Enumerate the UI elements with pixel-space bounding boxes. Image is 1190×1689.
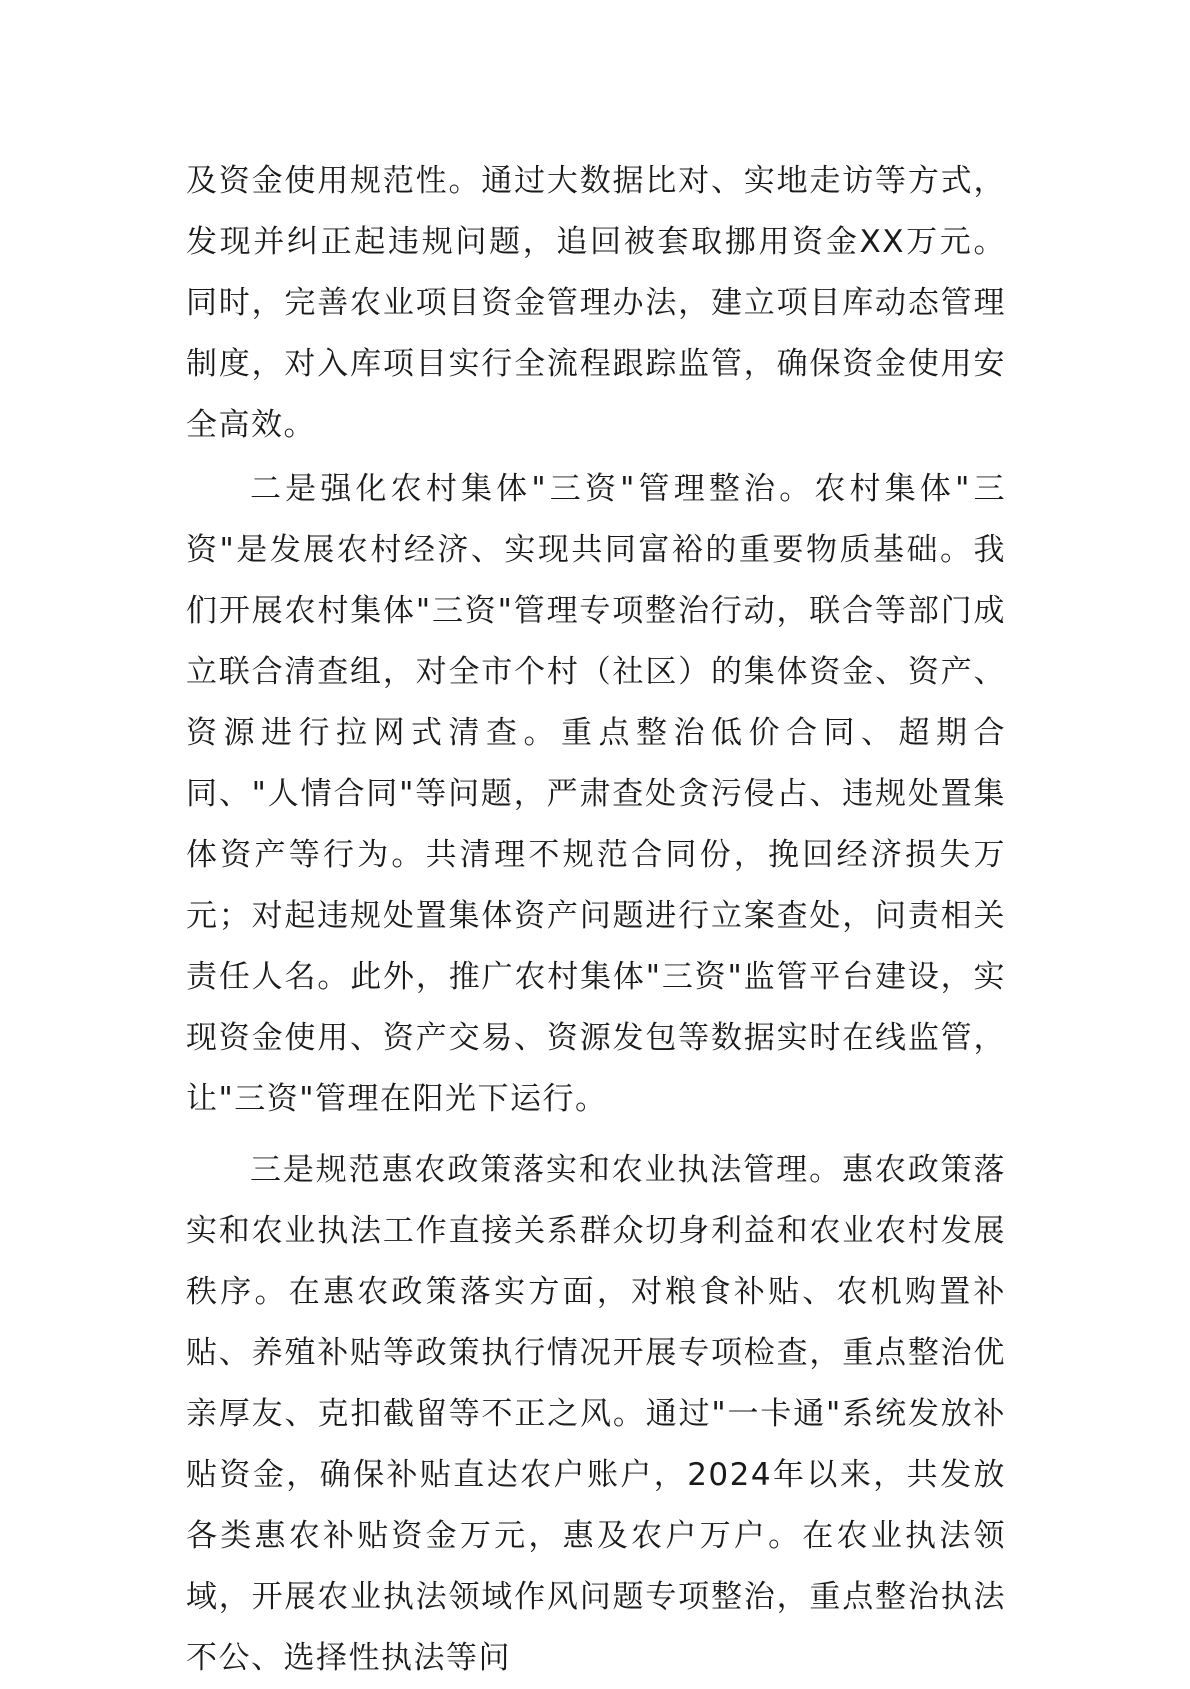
paragraph-three-assets-rectification: 二是强化农村集体"三资"管理整治。农村集体"三资"是发展农村经济、实现共同富裕的重要物质基础。我们开展农村集体"三资"管理专项整治行动，联合等部门成立联合清查组，对全市个村（社区）的集体资金、资产、资源进行拉网式清查。重点整治低价合同、超期合同、"人情合同"等问题，严肃查处贪污侵占、违规处置集体资产等行为。共清理不规范合同份，挽回经济损失万元；对起违规处置集体资产问题进行立案查处，问责相关责任人名。此外，推广农村集体"三资"监管平台建设，实现资金使用、资产交易、资源发包等数据实时在线监管，让"三资"管理在阳光下运行。 [186,471,1006,1117]
paragraph-policy-and-enforcement: 三是规范惠农政策落实和农业执法管理。惠农政策落实和农业执法工作直接关系群众切身利益和农业农村发展秩序。在惠农政策落实方面，对粮食补贴、农机购置补贴、养殖补贴等政策执行情况开展专项检查，重点整治优亲厚友、克扣截留等不正之风。通过"一卡通"系统发放补贴资金，确保补贴直达农户账户，2024年以来，共发放各类惠农补贴资金万元，惠及农户万户。在农业执法领域，开展农业执法领域作风问题专项整治，重点整治执法不公、选择性执法等问 [186,1152,1006,1676]
paragraph-funds-supervision: 及资金使用规范性。通过大数据比对、实地走访等方式，发现并纠正起违规问题，追回被套取挪用资金XX万元。同时，完善农业项目资金管理办法，建立项目库动态管理制度，对入库项目实行全流程跟踪监管，确保资金使用安全高效。 [186,163,1006,443]
document-body [186,151,1006,1689]
